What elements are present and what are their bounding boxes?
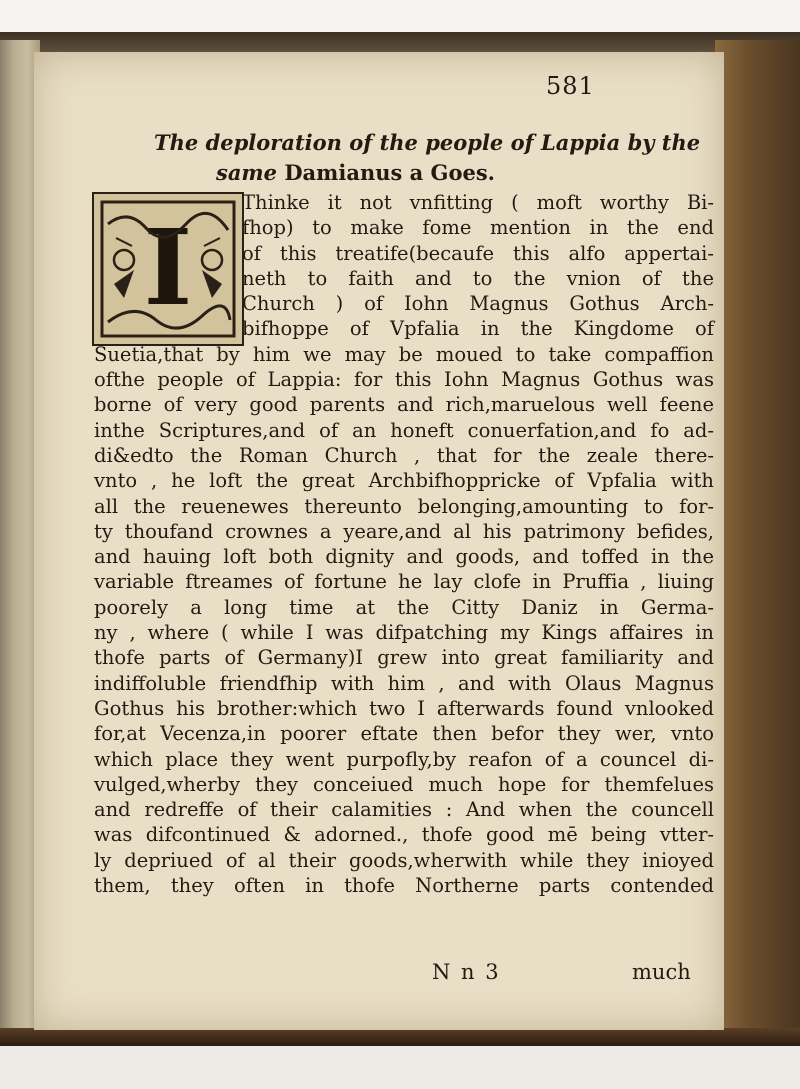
text-line: fhop) to make fome mention in the end — [242, 216, 714, 240]
heading-author-name: Damianus a Goes. — [284, 160, 495, 185]
section-heading — [154, 128, 700, 188]
catchword: much — [632, 960, 691, 984]
text-line: and redreffe of their calamities : And when the councell — [94, 798, 714, 822]
text-line: Thinke it not vnfitting ( moft worthy Bi- — [242, 191, 714, 214]
text-line: which place they went purpofly,by reafon of a councel di- — [94, 747, 714, 771]
text-line: was difcontinued & adorned., thofe good mē being vtter- — [94, 823, 714, 847]
text-line: thofe parts of Germany)I grew into great familiarity and — [94, 646, 714, 670]
text-line: borne of very good parents and rich,maruelous well feene — [94, 393, 714, 417]
text-line: inthe Scriptures,and of an honeft conuerfation,and fo ad- — [94, 418, 714, 442]
page-number: 581 — [546, 72, 595, 100]
text-line: bifhoppe of Vpfalia in the Kingdome of — [242, 317, 714, 341]
text-line: neth to faith and to the vnion of the — [242, 266, 714, 290]
body-paragraph — [94, 190, 714, 898]
text-line: them, they often in thofe Northerne parts contended — [94, 874, 714, 898]
text-line: of this treatife(becaufe this alfo appertai- — [242, 241, 714, 265]
book-bottom-edge — [0, 1028, 800, 1046]
text-line: vnto , he loft the great Archbifhoppricke of Vpfalia with — [94, 469, 714, 493]
heading-line-1: The deploration of the people of Lappia by the — [154, 130, 701, 155]
text-line: variable ftreames of fortune he lay clofe in Pruffia , liuing — [94, 570, 714, 594]
text-line: for,at Vecenza,in poorer eftate then befor they wer, vnto — [94, 722, 714, 746]
text-line: indiffoluble friendfhip with him , and with Olaus Magnus — [94, 671, 714, 695]
svg-text:I: I — [143, 206, 193, 329]
text-line: Gothus his brother:which two I afterwards found vnlooked — [94, 696, 714, 720]
book-right-edge — [715, 40, 800, 1030]
heading-line-2-prefix: same — [216, 160, 285, 185]
text-line: ofthe people of Lappia: for this Iohn Magnus Gothus was — [94, 368, 714, 392]
text-line: poorely a long time at the Citty Daniz in Germa- — [94, 595, 714, 619]
signature-mark: N n 3 — [432, 960, 501, 984]
text-line: Suetia,that by him we may be moued to take compaffion — [94, 342, 714, 366]
text-line: all the reuenewes thereunto belonging,amounting to for- — [94, 494, 714, 518]
text-line: and hauing loft both dignity and goods, and toffed in the — [94, 545, 714, 569]
book-page — [34, 52, 724, 1030]
text-line: di&edto the Roman Church , that for the zeale there- — [94, 443, 714, 467]
text-line: vulged,wherby they conceiued much hope for themfelues — [94, 772, 714, 796]
text-line: ly depriued of al their goods,wherwith while they inioyed — [94, 848, 714, 872]
heading-line-2 — [154, 158, 700, 188]
text-line: ty thoufand crownes a yeare,and al his patrimony befides, — [94, 519, 714, 543]
text-line: ny , where ( while I was difpatching my Kings affaires in — [94, 621, 714, 645]
text-line: Church ) of Iohn Magnus Gothus Arch- — [242, 292, 714, 316]
